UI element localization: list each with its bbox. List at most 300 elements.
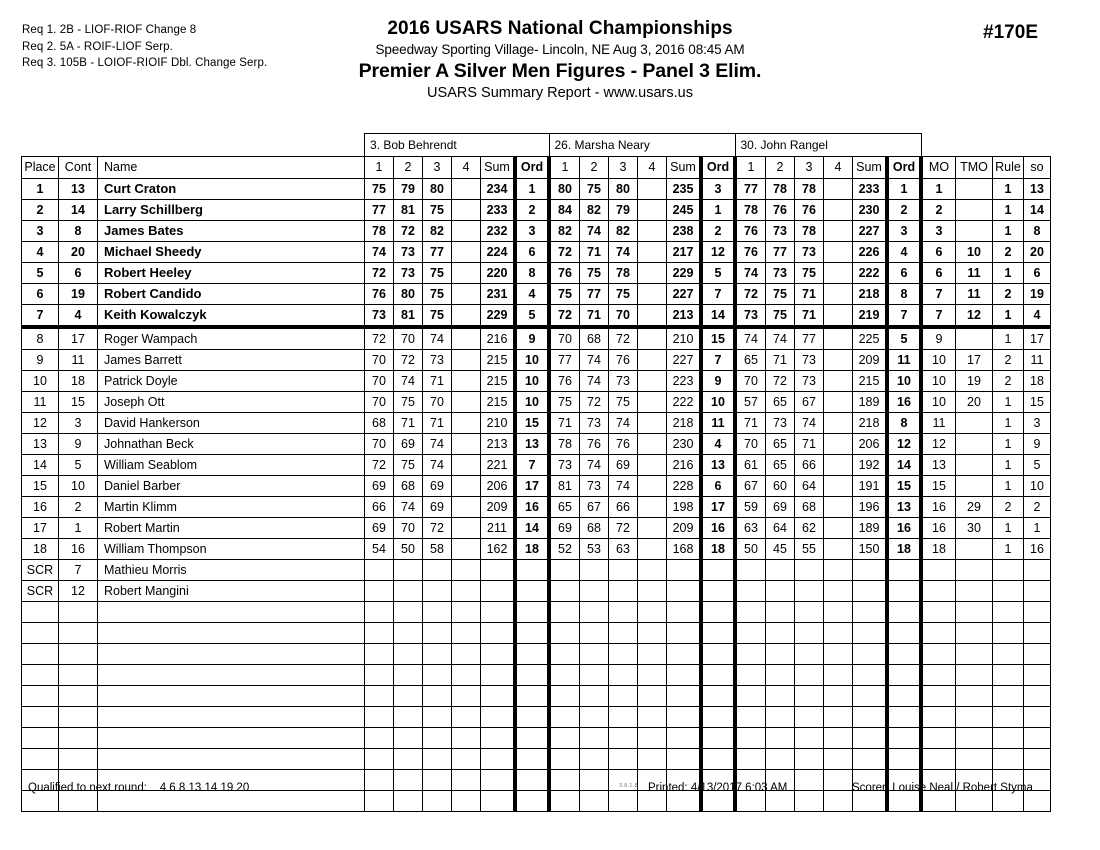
cell-empty xyxy=(423,749,452,770)
cell-judge2-ord xyxy=(701,581,735,602)
cell-judge3-ord: 2 xyxy=(887,200,921,221)
cell-place: SCR xyxy=(22,581,59,602)
cell-empty xyxy=(956,728,993,749)
cell-empty xyxy=(735,602,766,623)
cell-empty xyxy=(824,770,853,791)
cell-empty xyxy=(452,707,481,728)
table-row-empty xyxy=(22,728,1051,749)
table-row xyxy=(22,371,1051,392)
band-spacer xyxy=(98,134,365,157)
cell-empty xyxy=(1024,749,1051,770)
cell-judge1-figure3: 82 xyxy=(423,221,452,242)
cell-tmo: 11 xyxy=(956,284,993,305)
cell-empty xyxy=(423,665,452,686)
cell-judge3-figure3: 66 xyxy=(795,455,824,476)
cell-judge2-figure3: 80 xyxy=(609,179,638,200)
cell-empty xyxy=(22,602,59,623)
cell-empty xyxy=(921,602,956,623)
cell-judge1-figure3: 69 xyxy=(423,476,452,497)
cell-tmo xyxy=(956,434,993,455)
cell-judge2-figure3: 72 xyxy=(609,327,638,350)
cell-judge3-figure3: 55 xyxy=(795,539,824,560)
table-row xyxy=(22,350,1051,371)
cell-empty xyxy=(795,686,824,707)
cell-so: 3 xyxy=(1024,413,1051,434)
cell-judge2-figure4 xyxy=(638,434,667,455)
header-j2-fig3: 3 xyxy=(609,157,638,179)
cell-judge1-figure2: 74 xyxy=(394,371,423,392)
cell-empty xyxy=(580,602,609,623)
cell-skater-name: Robert Mangini xyxy=(98,581,365,602)
cell-empty xyxy=(580,749,609,770)
cell-judge3-figure1: 74 xyxy=(735,263,766,284)
cell-judge1-figure3: 75 xyxy=(423,305,452,328)
cell-empty xyxy=(795,644,824,665)
cell-judge1-figure4 xyxy=(452,350,481,371)
cell-judge2-figure4 xyxy=(638,221,667,242)
cell-judge3-figure4 xyxy=(824,305,853,328)
cell-empty xyxy=(481,665,516,686)
cell-empty xyxy=(824,602,853,623)
cell-empty xyxy=(452,644,481,665)
cell-judge3-figure3 xyxy=(795,560,824,581)
cell-judge1-figure3: 72 xyxy=(423,518,452,539)
cell-cont: 11 xyxy=(59,350,98,371)
cell-skater-name: Michael Sheedy xyxy=(98,242,365,263)
cell-place: 16 xyxy=(22,497,59,518)
cell-judge2-figure1: 72 xyxy=(549,305,580,328)
cell-empty xyxy=(609,728,638,749)
cell-rule: 2 xyxy=(993,284,1024,305)
cell-empty xyxy=(993,644,1024,665)
cell-empty xyxy=(638,602,667,623)
cell-empty xyxy=(853,665,888,686)
venue-datetime: Speedway Sporting Village- Lincoln, NE Aug 3, 2016 08:45 AM xyxy=(375,42,745,57)
cell-judge2-figure1: 76 xyxy=(549,371,580,392)
cell-judge1-figure3: 58 xyxy=(423,539,452,560)
cell-judge1-figure1: 54 xyxy=(365,539,394,560)
cell-judge2-figure3: 76 xyxy=(609,350,638,371)
cell-judge1-figure2: 50 xyxy=(394,539,423,560)
cell-judge1-figure3: 74 xyxy=(423,455,452,476)
cell-empty xyxy=(580,770,609,791)
cell-tmo: 11 xyxy=(956,263,993,284)
cell-judge2-figure1: 52 xyxy=(549,539,580,560)
cell-empty xyxy=(481,644,516,665)
cell-judge2-figure2 xyxy=(580,581,609,602)
cell-judge3-ord: 15 xyxy=(887,476,921,497)
header-j3-fig4: 4 xyxy=(824,157,853,179)
cell-tmo: 20 xyxy=(956,392,993,413)
cell-judge3-ord xyxy=(887,581,921,602)
cell-tmo xyxy=(956,200,993,221)
cell-judge3-ord: 8 xyxy=(887,413,921,434)
cell-judge3-sum: 219 xyxy=(853,305,888,328)
requirement-line: Req 2. 5A - ROIF-LIOF Serp. xyxy=(22,40,173,53)
cell-judge2-ord: 5 xyxy=(701,263,735,284)
cell-judge1-figure1: 69 xyxy=(365,476,394,497)
cell-rule: 1 xyxy=(993,413,1024,434)
cell-judge2-figure3 xyxy=(609,560,638,581)
cell-judge2-figure2: 71 xyxy=(580,242,609,263)
cell-empty xyxy=(481,602,516,623)
cell-rule: 2 xyxy=(993,371,1024,392)
table-row xyxy=(22,434,1051,455)
cell-rule: 1 xyxy=(993,392,1024,413)
cell-empty xyxy=(795,623,824,644)
cell-empty xyxy=(766,665,795,686)
cell-judge2-figure4 xyxy=(638,263,667,284)
cell-judge1-figure3: 75 xyxy=(423,284,452,305)
cell-empty xyxy=(394,770,423,791)
cell-empty xyxy=(1024,602,1051,623)
cell-judge1-ord: 10 xyxy=(515,371,549,392)
cell-empty xyxy=(956,707,993,728)
cell-judge1-sum: 232 xyxy=(481,221,516,242)
cell-empty xyxy=(921,749,956,770)
cell-empty xyxy=(580,686,609,707)
cell-empty xyxy=(365,707,394,728)
cell-judge1-figure2: 75 xyxy=(394,455,423,476)
cell-judge2-ord: 4 xyxy=(701,434,735,455)
cell-judge2-figure2: 73 xyxy=(580,476,609,497)
cell-judge3-figure4 xyxy=(824,539,853,560)
table-row xyxy=(22,242,1051,263)
cell-judge1-ord: 14 xyxy=(515,518,549,539)
cell-so xyxy=(1024,581,1051,602)
cell-empty xyxy=(735,665,766,686)
cell-judge1-figure2: 70 xyxy=(394,327,423,350)
cell-empty xyxy=(515,602,549,623)
cell-empty xyxy=(667,644,702,665)
cell-judge3-figure4 xyxy=(824,242,853,263)
cell-judge1-figure2: 69 xyxy=(394,434,423,455)
cell-tmo xyxy=(956,413,993,434)
cell-empty xyxy=(667,749,702,770)
cell-empty xyxy=(887,686,921,707)
cell-skater-name: William Thompson xyxy=(98,539,365,560)
cell-judge3-sum xyxy=(853,581,888,602)
cell-empty xyxy=(59,665,98,686)
cell-judge1-figure1: 78 xyxy=(365,221,394,242)
cell-judge2-figure1: 72 xyxy=(549,242,580,263)
cell-judge2-sum: 222 xyxy=(667,392,702,413)
cell-empty xyxy=(667,602,702,623)
cell-so: 11 xyxy=(1024,350,1051,371)
cell-skater-name: Mathieu Morris xyxy=(98,560,365,581)
cell-empty xyxy=(481,623,516,644)
table-row xyxy=(22,560,1051,581)
cell-skater-name: Johnathan Beck xyxy=(98,434,365,455)
cell-judge1-figure4 xyxy=(452,179,481,200)
cell-judge1-figure2: 72 xyxy=(394,221,423,242)
cell-judge2-figure4 xyxy=(638,455,667,476)
cell-judge1-figure1: 70 xyxy=(365,350,394,371)
cell-empty xyxy=(638,728,667,749)
cell-empty xyxy=(921,686,956,707)
cell-empty xyxy=(452,728,481,749)
cell-judge2-ord: 10 xyxy=(701,392,735,413)
cell-empty xyxy=(580,623,609,644)
cell-empty xyxy=(423,602,452,623)
cell-judge2-figure1: 71 xyxy=(549,413,580,434)
cell-judge3-figure4 xyxy=(824,413,853,434)
cell-judge3-figure1: 67 xyxy=(735,476,766,497)
cell-place: 7 xyxy=(22,305,59,328)
cell-empty xyxy=(365,665,394,686)
cell-judge1-figure3: 69 xyxy=(423,497,452,518)
header-tmo: TMO xyxy=(956,157,993,179)
cell-empty xyxy=(481,770,516,791)
cell-judge2-figure1: 81 xyxy=(549,476,580,497)
cell-empty xyxy=(1024,728,1051,749)
cell-judge2-sum: 213 xyxy=(667,305,702,328)
cell-empty xyxy=(98,707,365,728)
cell-judge1-ord: 8 xyxy=(515,263,549,284)
cell-place: 3 xyxy=(22,221,59,242)
cell-judge1-sum: 162 xyxy=(481,539,516,560)
cell-tmo: 29 xyxy=(956,497,993,518)
cell-empty xyxy=(549,665,580,686)
cell-judge1-figure1: 73 xyxy=(365,305,394,328)
cell-judge1-figure4 xyxy=(452,476,481,497)
cell-judge3-figure3 xyxy=(795,581,824,602)
cell-judge2-figure4 xyxy=(638,413,667,434)
cell-judge3-ord: 6 xyxy=(887,263,921,284)
cell-mo xyxy=(921,560,956,581)
cell-judge3-figure3: 74 xyxy=(795,413,824,434)
cell-judge2-sum: 218 xyxy=(667,413,702,434)
cell-empty xyxy=(423,770,452,791)
judge-1-label: 3. Bob Behrendt xyxy=(365,134,550,157)
cell-mo xyxy=(921,581,956,602)
cell-empty xyxy=(515,623,549,644)
cell-judge1-ord: 16 xyxy=(515,497,549,518)
cell-place: 11 xyxy=(22,392,59,413)
cell-so: 10 xyxy=(1024,476,1051,497)
cell-empty xyxy=(921,665,956,686)
cell-judge1-ord: 7 xyxy=(515,455,549,476)
cell-empty xyxy=(701,644,735,665)
cell-tmo: 30 xyxy=(956,518,993,539)
cell-place: 10 xyxy=(22,371,59,392)
header-place: Place xyxy=(22,157,59,179)
cell-mo: 7 xyxy=(921,284,956,305)
cell-mo: 10 xyxy=(921,350,956,371)
cell-judge3-figure3: 71 xyxy=(795,434,824,455)
cell-empty xyxy=(394,665,423,686)
cell-skater-name: James Bates xyxy=(98,221,365,242)
cell-mo: 6 xyxy=(921,242,956,263)
cell-judge3-ord: 8 xyxy=(887,284,921,305)
cell-so: 2 xyxy=(1024,497,1051,518)
cell-judge2-figure2: 82 xyxy=(580,200,609,221)
cell-judge3-sum: 192 xyxy=(853,455,888,476)
table-row-empty xyxy=(22,644,1051,665)
cell-so: 18 xyxy=(1024,371,1051,392)
cell-judge2-ord: 1 xyxy=(701,200,735,221)
cell-mo: 9 xyxy=(921,327,956,350)
cell-tmo xyxy=(956,581,993,602)
cell-empty xyxy=(993,707,1024,728)
cell-judge3-sum: 215 xyxy=(853,371,888,392)
cell-judge1-figure1: 72 xyxy=(365,263,394,284)
cell-judge1-ord: 5 xyxy=(515,305,549,328)
cell-empty xyxy=(423,686,452,707)
cell-judge3-figure2: 60 xyxy=(766,476,795,497)
cell-empty xyxy=(549,623,580,644)
cell-empty xyxy=(667,623,702,644)
cell-judge3-sum: 230 xyxy=(853,200,888,221)
cell-judge1-sum: 206 xyxy=(481,476,516,497)
cell-judge2-figure2: 68 xyxy=(580,518,609,539)
cell-empty xyxy=(394,791,423,812)
cell-judge2-ord: 13 xyxy=(701,455,735,476)
cell-empty xyxy=(580,707,609,728)
cell-judge3-figure4 xyxy=(824,518,853,539)
cell-judge1-figure3 xyxy=(423,560,452,581)
cell-judge3-sum: 209 xyxy=(853,350,888,371)
cell-judge3-figure2: 73 xyxy=(766,263,795,284)
cell-cont: 3 xyxy=(59,413,98,434)
cell-cont: 2 xyxy=(59,497,98,518)
cell-judge2-sum xyxy=(667,560,702,581)
cell-judge2-sum: 223 xyxy=(667,371,702,392)
cell-judge2-ord: 3 xyxy=(701,179,735,200)
cell-judge1-figure1: 70 xyxy=(365,434,394,455)
cell-cont: 16 xyxy=(59,539,98,560)
cell-judge3-sum: 233 xyxy=(853,179,888,200)
header-j3-sum: Sum xyxy=(853,157,888,179)
cell-empty xyxy=(59,602,98,623)
cell-judge1-figure1: 70 xyxy=(365,392,394,413)
cell-cont: 8 xyxy=(59,221,98,242)
cell-empty xyxy=(481,749,516,770)
table-row-empty xyxy=(22,602,1051,623)
cell-cont: 18 xyxy=(59,371,98,392)
cell-judge2-figure3: 79 xyxy=(609,200,638,221)
cell-so: 5 xyxy=(1024,455,1051,476)
cell-mo: 1 xyxy=(921,179,956,200)
cell-empty xyxy=(887,665,921,686)
judge-3-label: 30. John Rangel xyxy=(735,134,921,157)
cell-judge3-figure4 xyxy=(824,476,853,497)
cell-empty xyxy=(98,728,365,749)
cell-empty xyxy=(956,623,993,644)
cell-empty xyxy=(887,623,921,644)
cell-judge2-ord: 16 xyxy=(701,518,735,539)
cell-judge3-figure2: 45 xyxy=(766,539,795,560)
cell-judge1-figure4 xyxy=(452,581,481,602)
cell-judge3-figure2 xyxy=(766,581,795,602)
cell-so: 6 xyxy=(1024,263,1051,284)
cell-judge2-figure1: 78 xyxy=(549,434,580,455)
cell-judge3-figure1: 59 xyxy=(735,497,766,518)
cell-mo: 16 xyxy=(921,497,956,518)
cell-judge2-figure4 xyxy=(638,518,667,539)
cell-tmo xyxy=(956,221,993,242)
cell-empty xyxy=(423,623,452,644)
cell-judge2-figure2: 74 xyxy=(580,350,609,371)
cell-so: 1 xyxy=(1024,518,1051,539)
cell-place: 6 xyxy=(22,284,59,305)
cell-judge3-figure4 xyxy=(824,392,853,413)
cell-judge1-figure4 xyxy=(452,434,481,455)
cell-empty xyxy=(22,707,59,728)
table-row-empty xyxy=(22,623,1051,644)
cell-judge1-figure3: 74 xyxy=(423,327,452,350)
cell-rule: 1 xyxy=(993,476,1024,497)
table-row xyxy=(22,305,1051,328)
cell-empty xyxy=(1024,644,1051,665)
cell-empty xyxy=(609,749,638,770)
cell-judge1-figure2: 73 xyxy=(394,263,423,284)
cell-judge2-figure4 xyxy=(638,350,667,371)
cell-judge1-figure3: 73 xyxy=(423,350,452,371)
band-spacer xyxy=(956,134,993,157)
cell-empty xyxy=(853,749,888,770)
cell-judge3-figure2: 75 xyxy=(766,305,795,328)
cell-empty xyxy=(515,728,549,749)
cell-judge2-figure2: 75 xyxy=(580,179,609,200)
cell-judge1-ord: 10 xyxy=(515,350,549,371)
cell-judge1-figure1: 77 xyxy=(365,200,394,221)
table-row xyxy=(22,518,1051,539)
cell-empty xyxy=(481,728,516,749)
cell-so: 9 xyxy=(1024,434,1051,455)
header-j3-fig1: 1 xyxy=(735,157,766,179)
cell-judge2-figure3: 74 xyxy=(609,413,638,434)
cell-judge2-figure3: 73 xyxy=(609,371,638,392)
header-j2-sum: Sum xyxy=(667,157,702,179)
cell-judge1-figure1: 76 xyxy=(365,284,394,305)
cell-judge1-figure4 xyxy=(452,221,481,242)
cell-judge1-sum: 209 xyxy=(481,497,516,518)
cell-judge3-figure2: 77 xyxy=(766,242,795,263)
band-spacer xyxy=(993,134,1024,157)
cell-judge3-figure1: 63 xyxy=(735,518,766,539)
cell-judge1-figure2: 71 xyxy=(394,413,423,434)
cell-empty xyxy=(887,602,921,623)
cell-judge3-figure1: 74 xyxy=(735,327,766,350)
cell-judge3-figure2: 75 xyxy=(766,284,795,305)
cell-judge3-figure4 xyxy=(824,560,853,581)
cell-empty xyxy=(1024,707,1051,728)
cell-empty xyxy=(667,728,702,749)
cell-judge2-figure3: 69 xyxy=(609,455,638,476)
report-title-block xyxy=(300,18,820,104)
cell-empty xyxy=(452,602,481,623)
cell-empty xyxy=(515,770,549,791)
cell-judge3-figure2: 74 xyxy=(766,327,795,350)
cell-empty xyxy=(795,602,824,623)
cell-empty xyxy=(481,686,516,707)
cell-empty xyxy=(365,623,394,644)
cell-empty xyxy=(638,665,667,686)
cell-judge2-figure3: 76 xyxy=(609,434,638,455)
cell-judge1-sum: 210 xyxy=(481,413,516,434)
cell-judge3-ord: 16 xyxy=(887,392,921,413)
cell-empty xyxy=(481,791,516,812)
cell-empty xyxy=(98,644,365,665)
cell-rule: 1 xyxy=(993,179,1024,200)
cell-judge2-figure1: 80 xyxy=(549,179,580,200)
cell-empty xyxy=(824,686,853,707)
cell-judge2-figure1: 65 xyxy=(549,497,580,518)
cell-judge1-figure4 xyxy=(452,371,481,392)
cell-empty xyxy=(452,749,481,770)
cell-place: 8 xyxy=(22,327,59,350)
